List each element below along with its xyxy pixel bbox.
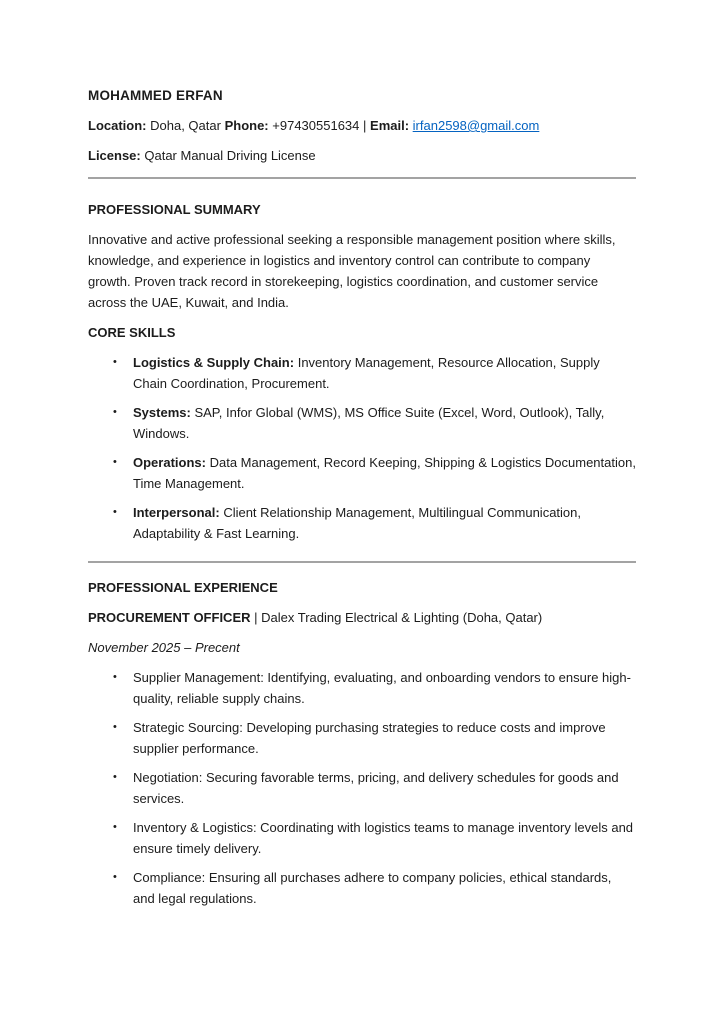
skill-item	[88, 452, 636, 494]
bullet-icon: •	[113, 721, 117, 733]
experience-text: Strategic Sourcing: Developing purchasing strategies to reduce costs and improve supplier performance.	[133, 720, 606, 756]
skill-item	[88, 502, 636, 544]
skill-text	[133, 452, 636, 494]
experience-text: Negotiation: Securing favorable terms, pricing, and delivery schedules for goods and services.	[133, 770, 619, 806]
skill-detail: SAP, Infor Global (WMS), MS Office Suite (Excel, Word, Outlook), Tally, Windows.	[133, 405, 605, 441]
email-link[interactable]: irfan2598@gmail.com	[412, 118, 540, 133]
bullet-icon: •	[113, 406, 117, 418]
bullet-icon: •	[113, 871, 117, 883]
skill-label: Interpersonal:	[133, 505, 220, 520]
phone-value: +97430551634	[272, 118, 360, 133]
job-dates: November 2025 – Precent	[88, 640, 240, 655]
skill-detail: Inventory Management, Resource Allocation, Supply Chain Coordination, Procurement.	[133, 355, 600, 391]
license-label: License:	[88, 148, 141, 163]
phone-label: Phone:	[224, 118, 269, 133]
bullet-icon: •	[113, 821, 117, 833]
license-line	[88, 145, 636, 166]
section-divider-top	[88, 177, 636, 179]
skill-item	[88, 352, 636, 394]
experience-item	[88, 867, 636, 909]
core-skills-heading: CORE SKILLS	[88, 325, 176, 340]
skill-detail: Client Relationship Management, Multilingual Communication, Adaptability & Fast Learning.	[133, 505, 581, 541]
email-label: Email:	[370, 118, 410, 133]
professional-summary-section	[88, 199, 636, 313]
bullet-icon: •	[113, 356, 117, 368]
skill-text	[133, 402, 636, 444]
bullet-icon: •	[113, 456, 117, 468]
professional-experience-section	[88, 577, 636, 909]
bullet-icon: •	[113, 506, 117, 518]
location-label: Location:	[88, 118, 147, 133]
experience-item	[88, 717, 636, 759]
experience-item	[88, 767, 636, 809]
summary-heading: PROFESSIONAL SUMMARY	[88, 202, 261, 217]
experience-text: Compliance: Ensuring all purchases adhere to company policies, ethical standards, and legal regulations.	[133, 870, 612, 906]
skill-label: Operations:	[133, 455, 206, 470]
skill-item	[88, 402, 636, 444]
candidate-name: MOHAMMED ERFAN	[88, 88, 223, 103]
resume-header	[88, 85, 636, 166]
bullet-icon: •	[113, 771, 117, 783]
skill-label: Logistics & Supply Chain:	[133, 355, 295, 370]
summary-paragraph: Innovative and active professional seeking a responsible management position where skills, knowledge, and experience in logistics and inventory control can contribute to company growth. Proven track record in storekeeping, logistics coordination, and customer service across the UAE, Kuwait, and India.	[88, 232, 616, 310]
experience-item	[88, 667, 636, 709]
license-value: Qatar Manual Driving License	[144, 148, 316, 163]
job-title-separator: |	[254, 610, 258, 625]
core-skills-section	[88, 322, 636, 544]
job-company: Dalex Trading Electrical & Lighting (Doha, Qatar)	[261, 610, 543, 625]
contact-line	[88, 115, 636, 136]
skill-text	[133, 502, 636, 544]
job-title-line	[88, 607, 636, 628]
skill-detail: Data Management, Record Keeping, Shipping & Logistics Documentation, Time Management.	[133, 455, 636, 491]
section-divider-middle	[88, 561, 636, 563]
experience-text: Inventory & Logistics: Coordinating with logistics teams to manage inventory levels and ensure timely delivery.	[133, 820, 634, 856]
skill-label: Systems:	[133, 405, 191, 420]
contact-separator: |	[363, 118, 367, 133]
experience-heading: PROFESSIONAL EXPERIENCE	[88, 580, 278, 595]
skill-text	[133, 352, 636, 394]
location-value: Doha, Qatar	[150, 118, 221, 133]
bullet-icon: •	[113, 671, 117, 683]
experience-item	[88, 817, 636, 859]
experience-text: Supplier Management: Identifying, evaluating, and onboarding vendors to ensure high-quality, reliable supply chains.	[133, 670, 631, 706]
job-title: PROCUREMENT OFFICER	[88, 610, 251, 625]
